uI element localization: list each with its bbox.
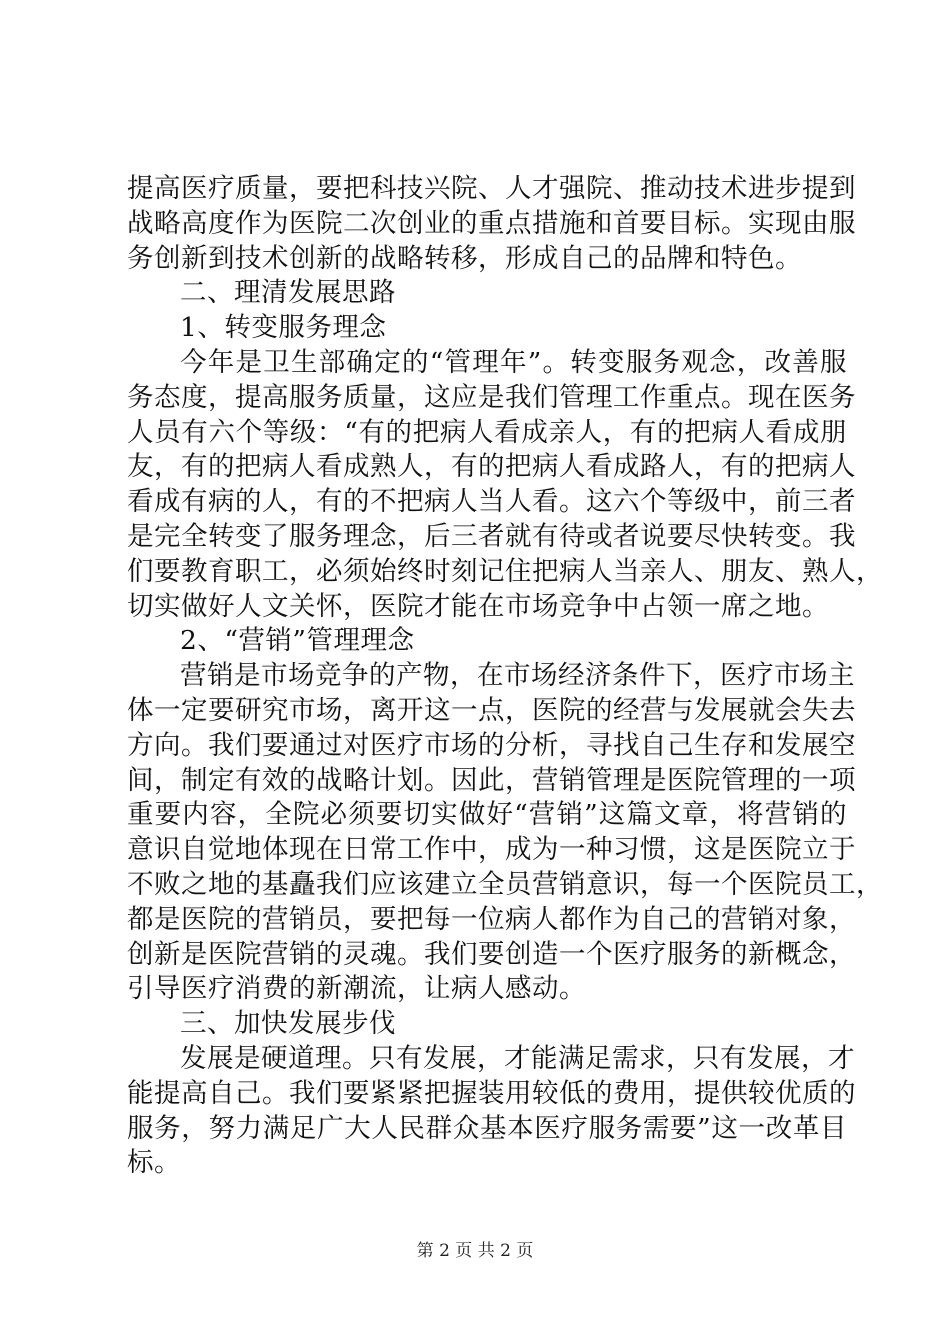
page-footer: 第 2 页 共 2 页 (416, 1241, 534, 1261)
text-line: 友，有的把病人看成熟人，有的把病人看成路人，有的把病人 (127, 451, 856, 483)
text-line: 方向。我们要通过对医疗市场的分析，寻找自己生存和发展空 (127, 729, 856, 761)
text-line: 服务，努力满足广大人民群众基本医疗服务需要”这一改革目 (127, 1112, 847, 1144)
text-line: 提高医疗质量，要把科技兴院、人才强院、推动技术进步提到 (127, 173, 856, 204)
text-line: 都是医院的营销员，要把每一位病人都作为自己的营销对象， (127, 903, 856, 935)
text-line: 体一定要研究市场，离开这一点，医院的经营与发展就会失去 (127, 694, 856, 726)
text-line: 务创新到技术创新的战略转移，形成自己的品牌和特色。 (127, 242, 802, 274)
text-line: 务态度，提高服务质量，这应是我们管理工作重点。现在医务 (127, 381, 856, 413)
text-line: 2、“营销”管理理念 (180, 625, 415, 657)
text-line: 战略高度作为医院二次创业的重点措施和首要目标。实现由服 (127, 207, 856, 239)
text-line: 意识自觉地体现在日常工作中，成为一种习惯，这是医院立于 (127, 834, 856, 866)
text-line: 发展是硬道理。只有发展，才能满足需求，只有发展，才 (180, 1042, 855, 1074)
text-line: 1、转变服务理念 (180, 312, 387, 344)
text-line: 是完全转变了服务理念，后三者就有待或者说要尽快转变。我 (127, 520, 856, 552)
text-line: 营销是市场竞争的产物，在市场经济条件下，医疗市场主 (180, 660, 855, 692)
text-line: 引导医疗消费的新潮流，让病人感动。 (127, 973, 586, 1005)
text-line: 二、理清发展思路 (180, 277, 396, 309)
text-line: 创新是医院营销的灵魂。我们要创造一个医疗服务的新概念， (127, 938, 856, 970)
text-line: 三、加快发展步伐 (180, 1008, 396, 1040)
text-line: 重要内容，全院必须要切实做好“营销”这篇文章，将营销的 (127, 799, 847, 831)
text-line: 标。 (127, 1147, 181, 1179)
text-line: 今年是卫生部确定的“管理年”。转变服务观念，改善服 (180, 346, 847, 378)
text-line: 不败之地的基矗我们应该建立全员营销意识，每一个医院员工， (127, 868, 883, 900)
text-line: 间，制定有效的战略计划。因此，营销管理是医院管理的一项 (127, 764, 856, 796)
text-line: 切实做好人文关怀，医院才能在市场竞争中占领一席之地。 (127, 590, 829, 622)
text-line: 们要教育职工，必须始终时刻记住把病人当亲人、朋友、熟人， (127, 555, 883, 587)
text-line: 能提高自己。我们要紧紧把握装用较低的费用，提供较优质的 (127, 1077, 856, 1109)
text-line: 看成有病的人，有的不把病人当人看。这六个等级中，前三者 (127, 486, 856, 518)
text-line: 人员有六个等级：“有的把病人看成亲人，有的把病人看成朋 (127, 416, 847, 448)
document-body (127, 172, 883, 1181)
